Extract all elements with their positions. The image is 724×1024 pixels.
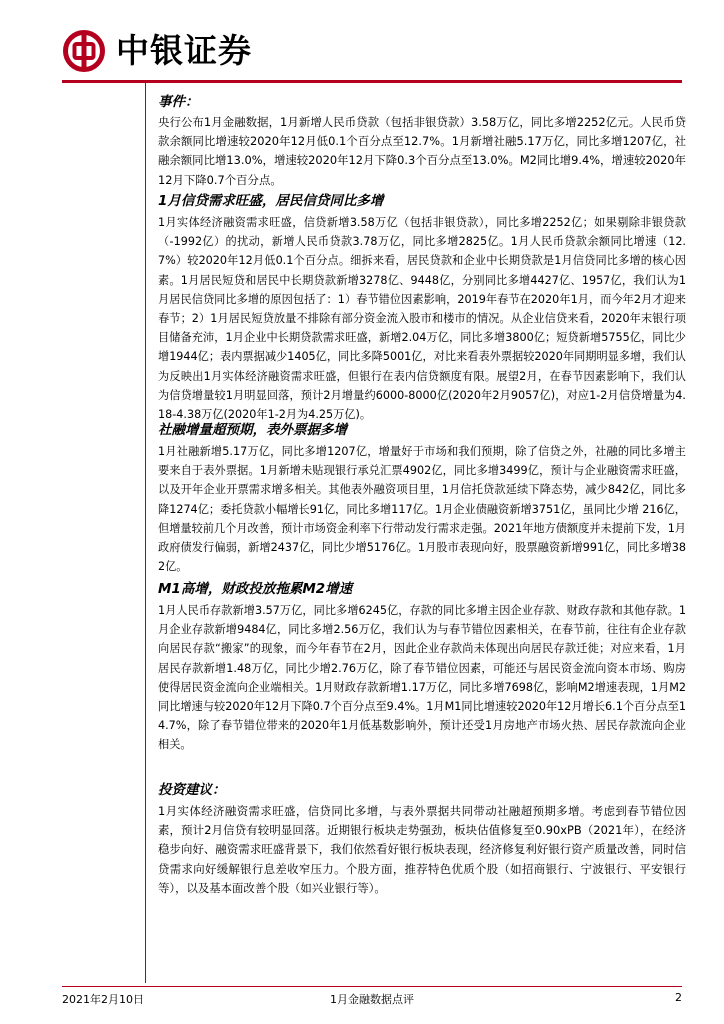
margin-divider bbox=[145, 83, 146, 983]
footer-divider bbox=[62, 986, 682, 987]
section-paragraph-investment-advice: 1月实体经济融资需求旺盛，信贷同比多增，与表外票据共同带动社融超预期多增。考虑到春节错位因素，预计2月信贷有较明显回落。近期银行板块走势强劲，板块估值修复至0.90xPB（2021年），在经济稳步向好、融资需求旺盛背景下，我们依然看好银行板块表现，经济修复利好银行资产质量改善，同时信贷需求向好缓解银行息差收窄压力。个股方面，推荐特色优质个股（如招商银行、宁波银行、平安银行等），以及基本面改善个股（如兴业银行等）。 bbox=[158, 804, 686, 895]
section-heading-event: 事件： bbox=[158, 94, 199, 110]
section-paragraph-credit: 1月实体经济融资需求旺盛，信贷新增3.58万亿（包括非银贷款），同比多增2252亿；如果剔除非银贷款（-1992亿）的扰动，新增人民币贷款3.78万亿，同比多增2825亿。1月人民币贷款余额同比增速（12.7%）较2020年12月低0.1个百分点。细拆来看，居民贷款和企业中长期贷款是1月信贷同比多增的核心因素。1月居民短贷和居民中长期贷款新增3278亿、9448亿，分别同比多增4427亿、1957亿，我们认为1月居民信贷同比多增的原因包括了：1）春节错位因素影响，2019年春节在2020年1月，而今年2月才迎来春节；2）1月居民短贷放量不排除有部分资金流入股市和楼市的情况。从企业信贷来看，2020年末银行项目储备充沛，1月企业中长期贷款需求旺盛，新增2.04万亿，同比多增3800亿；短贷新增5755亿，同比少增1944亿；表内票据减少1405亿，同比多降5001亿，对比来看表外票据较2020年同期明显多增，我们认为反映出1月实体经济融资需求旺盛，但银行在表内信贷额度有限。展望2月，在春节因素影响下，我们认为信贷增量较1月明显回落，预计2月增量约6000-8000亿(2020年2月9057亿)，对应1-2月信贷增量为4.18-4.38万亿(2020年1-2月为4.25万亿)。 bbox=[158, 216, 686, 422]
brand-name: 中银证券 bbox=[116, 31, 252, 70]
section-paragraph-social-financing: 1月社融新增5.17万亿，同比多增1207亿，增量好于市场和我们预期，除了信贷之外，社融的同比多增主要来自于表外票据。1月新增未贴现银行承兑汇票4902亿，同比多增3499亿，预计与企业融资需求旺盛，以及开年企业开票需求增多相关。其他表外融资项目里，1月信托贷款延续下降态势，减少842亿，同比多降1274亿；委托贷款小幅增长91亿，同比多增117亿。1月企业债融资新增3751亿，虽同比少增 216亿，但增量较前几个月改善，预计市场资金利率下行带动发行需求走强。2021年地方债额度并未提前下发，1月政府债发行偏弱，新增2437亿，同比少增5176亿。1月股市表现向好，股票融资新增991亿，同比多增382亿。 bbox=[158, 445, 686, 574]
footer-title: 1月金融数据点评 bbox=[330, 993, 414, 1006]
header-divider bbox=[62, 80, 682, 83]
page-number: 2 bbox=[675, 991, 682, 1004]
section-heading-credit: 1月信贷需求旺盛，居民信贷同比多增 bbox=[158, 193, 384, 209]
section-heading-m1-m2: M1高增，财政投放拖累M2增速 bbox=[158, 581, 353, 597]
section-paragraph-event: 央行公布1月金融数据，1月新增人民币贷款（包括非银贷款）3.58万亿，同比多增2252亿元。人民币贷款余额同比增速较2020年12月低0.1个百分点至12.7%。1月新增社融5.17万亿，同比多增1207亿，社融余额同比增13.0%，增速较2020年12月下降0.3个百分点至13.0%。M2同比增9.4%，增速较2020年12月下降0.7个百分点。 bbox=[158, 115, 686, 187]
footer-date: 2021年2月10日 bbox=[62, 993, 144, 1006]
bank-of-china-logo-icon bbox=[62, 29, 106, 73]
section-heading-investment-advice: 投资建议： bbox=[158, 782, 226, 798]
section-paragraph-m1-m2: 1月人民币存款新增3.57万亿，同比多增6245亿，存款的同比多增主因企业存款、财政存款和其他存款。1月企业存款新增9484亿，同比多增2.56万亿，我们认为与春节错位因素相关，在春节前，往往有企业存款向居民存款“搬家”的现象，而今年春节在2月，因此企业存款尚未体现出向居民存款迁徙；对应来看，1月居民存款新增1.48万亿，同比少增2.76万亿，除了春节错位因素，可能还与居民资金流向资本市场、购房使得居民资金流向企业端相关。1月财政存款新增1.17万亿，同比多增7698亿，影响M2增速表现，1月M2同比增速与较2020年12月下降0.7个百分点至9.4%。1月M1同比增速较2020年12月增长6.1个百分点至14.7%，除了春节错位带来的2020年1月低基数影响外，预计还受1月房地产市场火热、居民存款流向企业相关。 bbox=[158, 604, 686, 752]
section-heading-social-financing: 社融增量超预期，表外票据多增 bbox=[158, 422, 347, 438]
brand-logo bbox=[62, 29, 252, 73]
